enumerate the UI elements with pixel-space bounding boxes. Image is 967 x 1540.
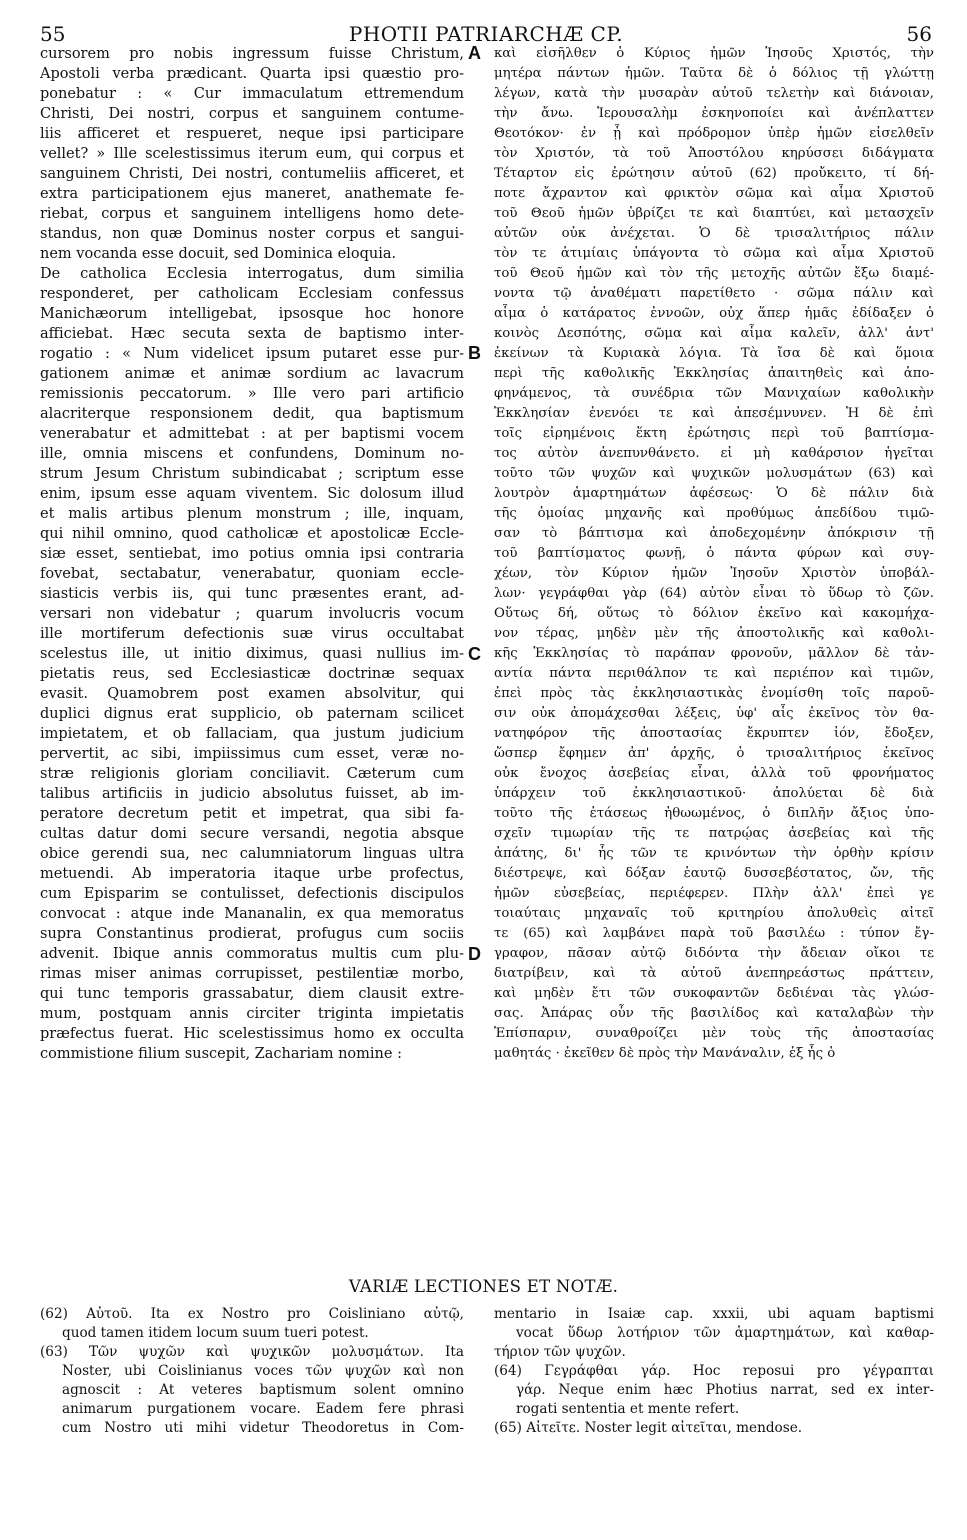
text-line: αντία πάντα περιθάλπον τε καὶ περιέπον καὶ τιμῶν, xyxy=(494,666,934,681)
text-line: mentario in Isaiæ cap. xxxii, ubi aquam baptismi xyxy=(494,1306,934,1322)
section-marker-c: C xyxy=(468,644,481,664)
text-line: ille mortiferum defectionis suæ virus occultabat xyxy=(40,626,464,642)
text-line: ille, omnia miscens et confundens, Dominum no- xyxy=(40,446,464,462)
text-line: Manichæorum intelligebat, ipsosque hoc honore xyxy=(40,306,464,322)
text-line: rimas miser animas corrupisset, pestilentiæ morbo, xyxy=(40,966,464,982)
text-line: qui tunc temporis grassabatur, diem clausit extre- xyxy=(40,986,464,1002)
text-line: versari non videbatur ; quarum involucris vocum xyxy=(40,606,464,622)
notes-right-column xyxy=(494,1305,934,1438)
text-line: agnoscit : At veteres baptismum solent omnino xyxy=(62,1382,464,1398)
text-line: (65) Αἰτεῖτε. Noster legit αἰτεῖται, mendose. xyxy=(494,1420,803,1436)
text-line: λέγων, κατὰ τὴν μυσαρὰν αὐτοῦ τελετὴν καὶ διάνοιαν, xyxy=(494,86,934,101)
text-line: vocat ὕδωρ λοτήριον τῶν ἁμαρτημάτων, καὶ καθαρ- xyxy=(516,1325,934,1341)
text-line: et malis artibus plenum monstrum ; ille, inquam, xyxy=(40,506,464,522)
text-line: venerabatur et admittebat : at per baptismi vocem xyxy=(40,426,464,442)
page-number-left: 55 xyxy=(40,22,66,46)
text-line: commistione filium suscepit, Zachariam nomine : xyxy=(40,1046,402,1062)
text-line: metuendi. Ab imperatoria itaque urbe profectus, xyxy=(40,866,464,882)
text-line: stræ religionis gloriam conciliavit. Cæterum cum xyxy=(40,766,464,782)
notes-heading: VARIÆ LECTIONES ET NOTÆ. xyxy=(348,1277,619,1296)
text-line: Οὕτως δή, οὕτως τὸ δόλιον ἐκεῖνο καὶ κακομήχα- xyxy=(494,606,934,621)
text-line: extra participationem ejus maneret, anathemate fe- xyxy=(40,186,464,202)
text-line: alacriterque responsionem dedit, qua baptismum xyxy=(40,406,464,422)
text-line: τὸν τε ἀτιμίαις ὑπάγοντα τὸ σῶμα καὶ αἷμα Χριστοῦ xyxy=(494,246,934,261)
text-line: σαν τὸ βάπτισμα καὶ ἀποδεχομένην ἀπόκρισιν τῇ xyxy=(494,526,934,541)
text-line: convocat : atque inde Mananalin, ex qua memoratus xyxy=(40,906,464,922)
text-line: pervertit, ac sibi, impiissimus cum esset, veræ no- xyxy=(40,746,464,762)
text-line: οὐκ ἔνοχος ἀσεβείας εἶναι, ἀλλὰ τοῦ φρονήματος xyxy=(494,766,934,781)
text-line: animarum purgationem vocare. Eadem fere phrasi xyxy=(62,1401,464,1417)
text-line: τῆς ὁμοίας μηχανῆς καὶ προθύμως ἀπεδίδου τιμῶ- xyxy=(494,506,934,521)
text-line: cursorem pro nobis ingressum fuisse Christum, xyxy=(40,46,464,62)
text-line: τοῦτο τῆς ἐτάσεως ἠθωωμένος, ὁ διπλῆν ἄξιος ὑπο- xyxy=(494,806,934,821)
text-line: (62) Αὐτοῦ. Ita ex Nostro pro Coisliniano αὐτῷ, xyxy=(40,1306,464,1322)
text-line: ἐπεὶ πρὸς τὰς ἐκκλησιαστικὰς ἐνομίσθη τοῖς παροῦ- xyxy=(494,686,934,701)
text-line: (63) Τῶν ψυχῶν καὶ ψυχικῶν μολυσμάτων. Ita xyxy=(40,1344,464,1360)
text-line: Christi, Dei nostri, corpus et sanguinem contume- xyxy=(40,106,464,122)
text-line: τὸν Χριστόν, τὰ τοῦ Ἀποστόλου κηρύσσει διδάγματα xyxy=(494,146,934,161)
text-line: λων· γεγράφθαι γὰρ (64) αὐτὸν εἶναι τὸ ὕδωρ τὸ ζῶν. xyxy=(494,586,934,601)
text-line: gationem animæ et animæ sordium ac lavacrum xyxy=(40,366,464,382)
text-line: γάρ. Neque enim hæc Photius narrat, sed ex inter- xyxy=(516,1382,934,1398)
text-line: Noster, ubi Coislinianus voces τῶν ψυχῶν καὶ non xyxy=(62,1363,464,1379)
text-line: talibus artificiis in judicio absolutus fuisset, ab im- xyxy=(40,786,464,802)
text-line: τε (65) καὶ λαμβάνει παρὰ τοῦ βασιλέω : τύπον ἔγ- xyxy=(494,926,934,941)
text-line: τὴν ἄνω. Ἱερουσαλὴμ ἐσκηνοποίει καὶ ἀνέπλαττεν xyxy=(494,106,934,121)
text-line: τήριον τῶν ψυχῶν. xyxy=(494,1344,626,1360)
text-line: supra Constantinus prodierat, profugus cum sociis xyxy=(40,926,464,942)
text-line: καὶ εἰσῆλθεν ὁ Κύριος ἡμῶν Ἰησοῦς Χριστός, τὴν xyxy=(494,46,934,61)
text-line: ποτε ἄχραντον καὶ φρικτὸν σῶμα καὶ αἷμα Χριστοῦ xyxy=(494,186,934,201)
text-line: quod tamen itidem locum suum tueri potest. xyxy=(62,1325,369,1341)
section-marker-b: B xyxy=(468,343,481,363)
greek-column xyxy=(494,44,934,1064)
text-line: νατηφόρον τῆς ἀποστασίας ἔκρυπτεν ἰόν, ἔδοξεν, xyxy=(494,726,934,741)
text-line: evasit. Quamobrem post examen absolvitur, qui xyxy=(40,686,464,702)
text-line: impietatem, et ob fallaciam, qua justum judicium xyxy=(40,726,464,742)
text-line: siasticis verbis iis, qui tunc præsentes erant, ad- xyxy=(40,586,464,602)
text-line: standus, non quæ Dominus noster corpus et sangui- xyxy=(40,226,464,242)
text-line: liis afficeret et respueret, neque ipsi participare xyxy=(40,126,464,142)
text-line: Ἐπίσπαριν, συναθροίζει μὲν τοὺς τῆς ἀποστασίας xyxy=(494,1026,934,1041)
text-line: σας. Ἀπάρας οὖν τῆς βασιλίδος καὶ καταλαβὼν τὴν xyxy=(494,1006,934,1021)
text-line: τοῖς εἰρημένοις ἕκτη ἐρώτησις περὶ τοῦ βαπτίσμα- xyxy=(494,426,934,441)
text-line: De catholica Ecclesia interrogatus, dum similia xyxy=(40,266,464,282)
text-line: siæ esset, sentiebat, imo potius omnia ipsi contraria xyxy=(40,546,464,562)
text-line: περὶ τῆς καθολικῆς Ἐκκλησίας ἀπαιτηθεὶς καὶ ἀπο- xyxy=(494,366,934,381)
text-line: γραφον, πᾶσαν αὐτῷ διδόντα τὴν ἄδειαν οἴκοι τε xyxy=(494,946,934,961)
text-line: καὶ μηδὲν ἔτι τῶν συκοφαντῶν δεδιέναι τὰς γλώσ- xyxy=(494,986,934,1001)
section-marker-a: A xyxy=(468,43,481,63)
text-line: ponebatur : « Cur immaculatum ettremendum xyxy=(40,86,464,102)
text-line: rogati sententia et mente refert. xyxy=(516,1401,740,1417)
text-line: ἀπάτης, δι' ἧς τῶν τε κρινόντων τὴν ὀρθὴν κρίσιν xyxy=(494,846,934,861)
text-line: enim, ipsum esse aquam viventem. Sic dolosum illud xyxy=(40,486,464,502)
text-line: advenit. Ibique annis commoratus multis cum plu- xyxy=(40,946,464,962)
text-line: scelestus ille, ut initio diximus, quasi nullius im- xyxy=(40,646,464,662)
text-line: peratore decretum petit et impetrat, qua sibi fa- xyxy=(40,806,464,822)
text-line: ἐκείνων τὰ Κυριακὰ λόγια. Τὰ ἴσα δὲ καὶ ὅμοια xyxy=(494,346,934,361)
text-line: νοντα τῷ ἀναθέματι παρετίθετο · σῶμα πάλιν καὶ xyxy=(494,286,934,301)
text-line: τοῦτο τῶν ψυχῶν καὶ ψυχικῶν μολυσμάτων (63) καὶ xyxy=(494,466,934,481)
text-line: λουτρὸν ἁμαρτημάτων ἀφέσεως· Ὁ δὲ πάλιν διὰ xyxy=(494,486,934,501)
text-line: τοιαύταις μηχαναῖς τοῦ κριτηρίου ἀπολυθεὶς αἰτεῖ xyxy=(494,906,934,921)
text-line: αὐτῶν οὐκ ἀνέχεται. Ὁ δὲ τρισαλιτήριος πάλιν xyxy=(494,226,934,241)
text-line: cultas datur domi secure versandi, negotia absque xyxy=(40,826,464,842)
text-line: rogatio : « Num videlicet ipsum putaret esse pur- xyxy=(40,346,464,362)
section-marker-d: D xyxy=(468,944,481,964)
text-line: cum Episparim se contulisset, defectionis discipulos xyxy=(40,886,464,902)
text-line: cum Nostro uti mihi videtur Theodoretus in Com- xyxy=(62,1420,464,1436)
text-line: ἡμῶν εὐσεβείας, περιέφερεν. Πλὴν ἀλλ' ἐπεὶ γε xyxy=(494,886,934,901)
text-line: afficiebat. Hæc secuta sexta de baptismo inter- xyxy=(40,326,464,342)
text-line: Θεοτόκον· ἐν ᾗ καὶ πρόδρομον ὑπὲρ ἡμῶν εἰσελθεῖν xyxy=(494,126,934,141)
text-line: ὑπάρχειν τοῦ ἐκκλησιαστικοῦ· ἀπολύεται δὲ διὰ xyxy=(494,786,934,801)
text-line: αἷμα ὁ κατάρατος ἐννοῶν, οὐχ ἅπερ ἡμᾶς ἐδίδαξεν ὁ xyxy=(494,306,934,321)
text-line: σχεῖν τιμωρίαν τῆς τε πατρῴας ἀσεβείας καὶ τῆς xyxy=(494,826,934,841)
text-line: σιν οὐκ ἀπομάχεσθαι λέξεις, ὑφ' αἷς ἐκεῖνος τὸν θα- xyxy=(494,706,934,721)
text-line: remissionis peccatorum. » Ille vero pari artificio xyxy=(40,386,464,402)
text-line: vellet? » Ille scelestissimus iterum eum, qui corpus et xyxy=(40,146,464,162)
text-line: duplici dignus erat supplicio, ob paternam scilicet xyxy=(40,706,464,722)
text-line: Τέταρτον εἰς ἐρώτησιν αὐτοῦ (62) προὔκειτο, τί δή- xyxy=(494,166,934,181)
text-line: φηνάμενος, τὰ συνέδρια τῶν Μανιχαίων καθολικὴν xyxy=(494,386,934,401)
notes-left-column xyxy=(40,1305,464,1438)
text-line: κῆς Ἐκκλησίας τὸ παράπαν φρονοῦν, μᾶλλον δὲ τἀν- xyxy=(494,646,934,661)
text-line: κοινὸς Δεσπότης, σῶμα καὶ αἷμα καλεῖν, ἀλλ' ἀντ' xyxy=(494,326,934,341)
text-line: τος αὐτὸν ἀνεπυνθάνετο. εἰ μὴ καθάρσιον ἡγεῖται xyxy=(494,446,934,461)
text-line: nem vocanda esse docuit, sed Dominica eloquia. xyxy=(40,246,397,262)
text-line: fovebat, sectabatur, venerabatur, quoniam eccle- xyxy=(40,566,464,582)
text-line: Apostoli verba prædicant. Quarta ipsi quæstio pro- xyxy=(40,66,464,82)
text-line: τοῦ Θεοῦ ἡμῶν καὶ τὸν τῆς μετοχῆς αὐτῶν ἔξω διαμέ- xyxy=(494,266,934,281)
text-line: μητέρα πάντων ἡμῶν. Ταῦτα δὲ ὁ δόλιος τῇ γλώττῃ xyxy=(494,66,934,81)
running-title: PHOTII PATRIARCHÆ CP. xyxy=(348,22,624,46)
text-line: μαθητάς · ἐκεῖθεν δὲ πρὸς τὴν Μανάναλιν, ἐξ ἧς ὁ xyxy=(494,1046,836,1061)
text-line: præfectus fuerat. Hic scelestissimus homo ex occulta xyxy=(40,1026,464,1042)
text-line: (64) Γεγράφθαι γάρ. Hoc reposui pro γέγραπται xyxy=(494,1363,934,1379)
text-line: χέων, τὸν Κύριον ἡμῶν Ἰησοῦν Χριστὸν ὑποβάλ- xyxy=(494,566,934,581)
text-line: διέστρεψε, καὶ δόξαν ἑαυτῷ δυσσεβέστατος, ὤν, τῆς xyxy=(494,866,934,881)
text-line: νον τέρας, μηδὲν μὲν τῆς ἀποστολικῆς καὶ καθολι- xyxy=(494,626,934,641)
text-line: διατρίβειν, καὶ τὰ αὐτοῦ ἀνεπηρεάστως πράττειν, xyxy=(494,966,934,981)
text-line: riebat, corpus et sanguinem intelligens homo dete- xyxy=(40,206,464,222)
text-line: strum Jesum Christum subindicabat ; scriptum esse xyxy=(40,466,464,482)
text-line: ὥσπερ ἔφημεν ἀπ' ἀρχῆς, ὁ τρισαλιτήριος ἐκεῖνος xyxy=(494,746,934,761)
page-number-right: 56 xyxy=(906,22,932,46)
text-line: Ἐκκλησίαν ἐνενόει τε καὶ ἀπεσέμνυνεν. Ἡ δὲ ἐπὶ xyxy=(494,406,934,421)
text-line: sanguinem Christi, Dei nostri, contumeliis afficeret, et xyxy=(40,166,464,182)
text-line: mum, postquam annis circiter triginta impietatis xyxy=(40,1006,464,1022)
text-line: qui nihil omnino, quod catholicæ et apostolicæ Eccle- xyxy=(40,526,464,542)
text-line: τοῦ Θεοῦ ἡμῶν ὑβρίζει τε καὶ διαπτύει, καὶ μετασχεῖν xyxy=(494,206,934,221)
text-line: obice gerendi sua, nec calumniatorum linguas ultra xyxy=(40,846,464,862)
latin-column xyxy=(40,44,464,1064)
text-line: τοῦ βαπτίσματος φωνῇ, ὁ πάντα φύρων καὶ συγ- xyxy=(494,546,934,561)
text-line: responderet, per catholicam Ecclesiam confessus xyxy=(40,286,464,302)
text-line: pietatis reus, sed Ecclesiasticæ doctrinæ sequax xyxy=(40,666,464,682)
